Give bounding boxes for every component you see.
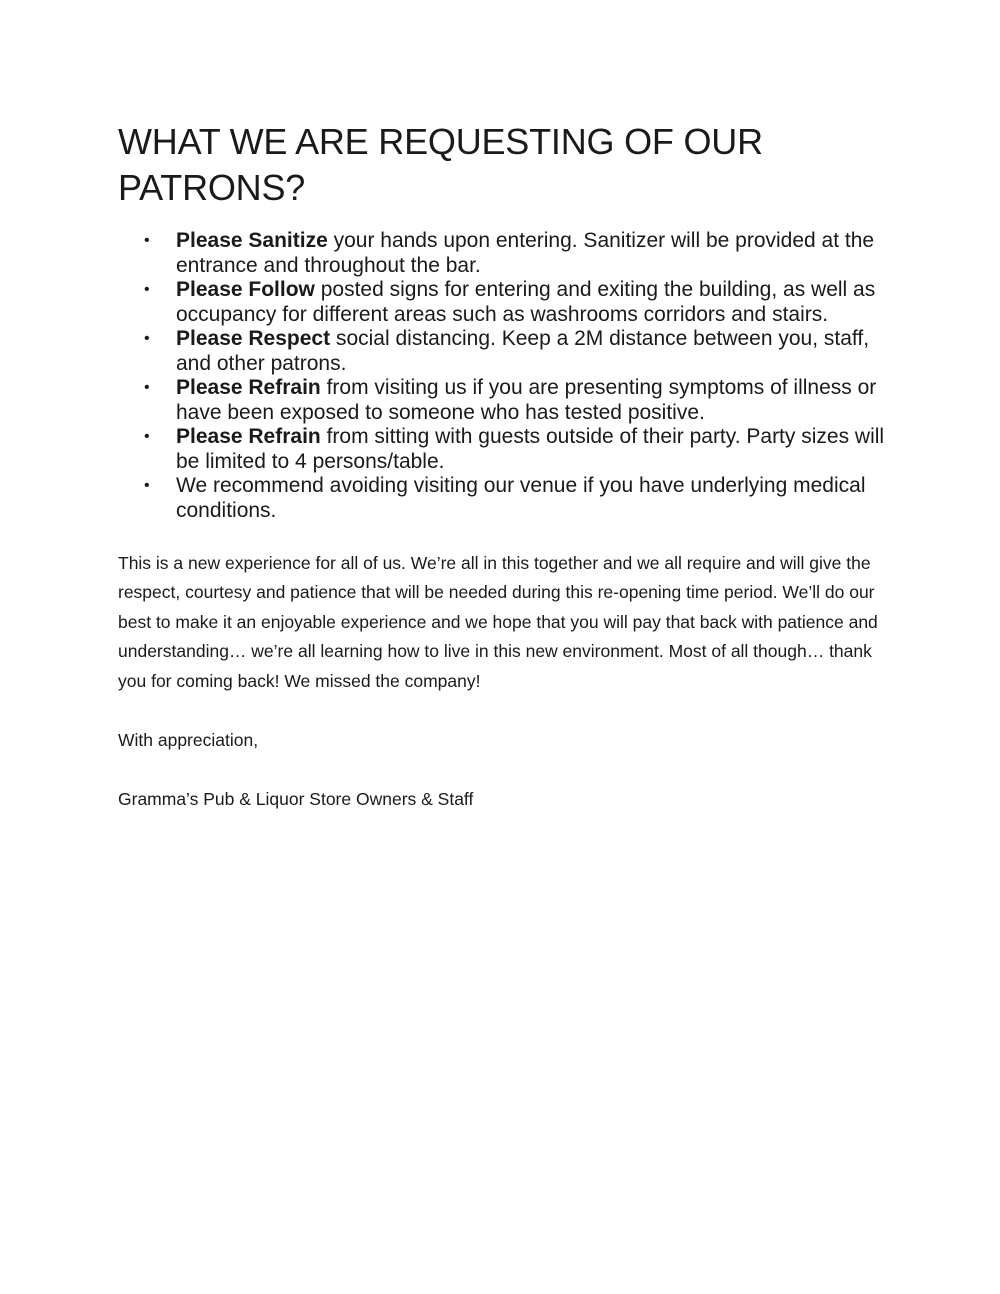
bullet-icon: • [144, 477, 150, 494]
request-text: posted signs for entering and exiting the building, as well as occupancy for different areas such as washrooms corridors and stairs. [176, 278, 876, 326]
bullet-icon: • [144, 330, 150, 347]
body-paragraph: This is a new experience for all of us. We’re all in this together and we all require and will give the respect, courtesy and patience that will be needed during this re-opening time period. We’ll do our best to make it an enjoyable experience and we hope that you will pay that back with patience and understanding… we’re all learning how to live in this new environment. Most of all though… thank you for coming back! We missed the company! [118, 553, 878, 691]
request-text: We recommend avoiding visiting our venue if you have underlying medical conditions. [176, 474, 866, 522]
list-item [118, 327, 888, 376]
signature-line: Gramma’s Pub & Liquor Store Owners & Staff [118, 789, 474, 809]
list-item [118, 425, 888, 474]
closing-line: With appreciation, [118, 730, 259, 750]
bullet-icon: • [144, 428, 150, 445]
page-title: WHAT WE ARE REQUESTING OF OUR PATRONS? [118, 121, 763, 208]
list-item [118, 229, 888, 278]
request-lead: Please Follow [176, 278, 315, 301]
bullet-icon: • [144, 281, 150, 298]
list-item [118, 376, 888, 425]
request-text: from visiting us if you are presenting symptoms of illness or have been exposed to someone who has tested positive. [176, 376, 877, 424]
bullet-icon: • [144, 232, 150, 249]
bullet-icon: • [144, 379, 150, 396]
request-text: social distancing. Keep a 2M distance between you, staff, and other patrons. [176, 327, 870, 375]
request-lead: Please Sanitize [176, 229, 328, 252]
list-item [118, 474, 888, 523]
request-lead: Please Refrain [176, 376, 321, 399]
list-item [118, 278, 888, 327]
requests-list [118, 229, 888, 523]
request-text: your hands upon entering. Sanitizer will be provided at the entrance and throughout the bar. [176, 229, 875, 277]
request-text: from sitting with guests outside of their party. Party sizes will be limited to 4 persons/table. [176, 425, 885, 473]
request-lead: Please Refrain [176, 425, 321, 448]
request-lead: Please Respect [176, 327, 331, 350]
